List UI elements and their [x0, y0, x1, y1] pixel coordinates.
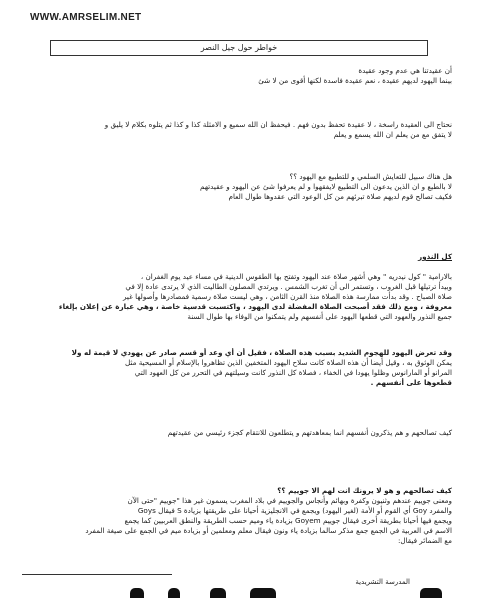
paragraph-6: [22, 428, 452, 438]
text-line: لا بالطبع و ان الذين يدعون الى التطبيع لايفقهوا و لم يعرفوا شئ عن اليهود و عقيدتهم: [200, 182, 452, 191]
text-line: صلاة الصباح . وقد بدأت ممارسة هذه الصلاة منذ القرن الثامن ، وهي ليست صلاة رسمية فمصادرها وأصولها غير: [122, 292, 452, 301]
text-line: بالارامية " كول نيدريه " وهي أشهر صلاة عند اليهود وتفتح بها الطقوس الدينية في مساء عيد يوم الغفران ،: [140, 272, 452, 281]
cropped-footer-marks: [90, 588, 450, 600]
text-line: ومعنى جوييم عندهم وثنيون وكفرة وبهائم وأنجاس والجوييم في بلاد المغرب يسمون غير هذا "جوييم "حتى الآن: [127, 496, 452, 505]
text-line: هل هناك سبيل للتعايش السلمي و للتطبيع مع اليهود ؟؟: [289, 172, 452, 181]
document-title: خواطر حول جيل النصر: [50, 40, 428, 56]
text-line: وبيدأ ترتيلها قبل الغروب ، وتستمر الى أن تغرب الشمس . ويرتدي المصلون الطاليت الذي لا يرتدى عادة إلا في: [125, 282, 452, 291]
paragraph-1: [22, 66, 452, 86]
text-line: ويجمع فيها أحيانا بطريقة أخرى فيقال جوييم Goyem بزيادة ياء وميم حسب الطريقة والنطق العربيين كما يجمع: [124, 516, 452, 525]
text-line: بينما اليهود لديهم عقيدة ، نعم عقيدة فاسدة لكنها أقوى من لا شئ: [258, 76, 452, 85]
footer-mark: [250, 588, 276, 598]
text-line: لا يتفق مع من يعلم ان الله يسمع و يعلم: [333, 130, 452, 139]
footer-text: المدرسة التشريدية: [355, 578, 410, 586]
paragraph-3: [22, 172, 452, 202]
paragraph-2: [22, 120, 452, 140]
footnote-divider: [22, 574, 172, 575]
footer-mark: [420, 588, 442, 598]
text-line: معروفة ، ومع ذلك فقد أصبحت الصلاة المفضلة لدى اليهود ، واكتسبت قدسية خاصة ، وهي عبارة عن إعلان بإلغاء: [58, 302, 452, 311]
text-line: والمفرد Goy أي القوم أو الأمة (لغير اليهود) ويجمع في الانجليزية أحيانا على طريقتها بزيادة S فيقال Goys: [137, 506, 452, 515]
text-line: قطعوها على أنفسهم .: [370, 378, 452, 387]
paragraph-4: [22, 252, 452, 322]
text-line: جميع النذور والعهود التي قطعها اليهود على أنفسهم ولم يتمكنوا من الوفاء بها طوال السنة: [187, 312, 452, 321]
paragraph-7: [22, 486, 452, 546]
text-line: المرانو أو المارانوس وظلوا يهودا في الخفاء ، فصلاة كل النذور كانت وسيلتهم في التحرر من كل العهود التي: [134, 368, 452, 377]
text-line: أن عقيدتنا هي عدم وجود عقيدة: [358, 66, 452, 75]
text-line: مع الضمائر فيقال:: [397, 536, 452, 545]
text-line: كيف تصالحهم و هو لا يرونك انت لهم الا جوييم ؟؟: [277, 486, 452, 495]
footer-mark: [210, 588, 226, 598]
text-line: الاسم في العربية في الجمع جمع مذكر سالما بزيادة ياء ونون فيقال معلم ومعلمين أو بزيادة ميم في الجمع على صيغة المفرد: [85, 526, 452, 535]
footer-mark: [130, 588, 144, 598]
paragraph-5: [22, 348, 452, 388]
text-line: كيف تصالحهم و هم يذكرون أنفسهم انما بمعاهدتهم و يتطلعون للانتقام كجزء رئيسي من عقيدتهم: [167, 428, 452, 437]
text-line: فكيف تصالح قوم لديهم صلاة تبرئهم من كل الوعود التي عقدوها طوال العام: [228, 192, 452, 201]
section-heading: كل النذور: [418, 252, 452, 261]
site-url: WWW.AMRSELIM.NET: [30, 12, 142, 23]
text-line: نحتاج الى العقيدة راسخة ، لا عقيدة تحفظ بدون فهم . فيحفظ ان الله سميع و الامثلة كذا و كذا ثم يتلوه بكلام لا يليق و: [104, 120, 452, 129]
footer-mark: [168, 588, 180, 598]
text-line: وقد تعرض اليهود للهجوم الشديد بسبب هذه الصلاة ، فقيل أن أي وعد أو قسم صادر عن يهودي لا قيمة له ولا: [71, 348, 452, 357]
text-line: يمكن الوثوق به ، وقيل أيضا أن هذه الصلاة كانت سلاح اليهود المتخفين الذين تظاهروا بالإسلام أو المسيحية مثل: [124, 358, 452, 367]
